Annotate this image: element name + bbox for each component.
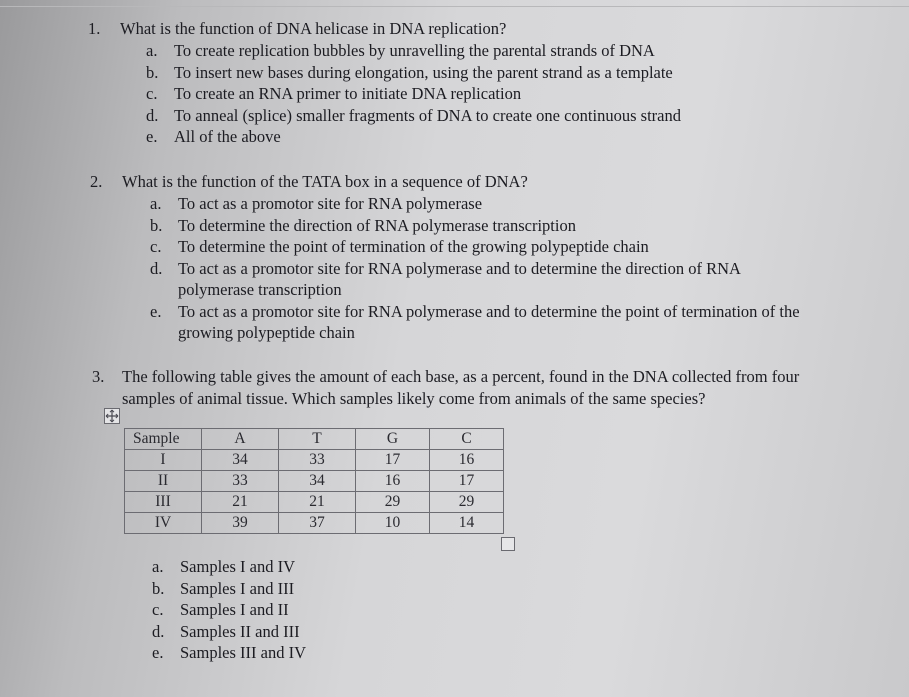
table-row — [125, 471, 504, 492]
option-b[interactable]: b. Samples I and III — [152, 578, 295, 598]
sample-cell: II — [125, 471, 202, 492]
option-b[interactable]: b. To insert new bases during elongation, using the parent strand as a template — [146, 62, 673, 82]
option-c[interactable]: c. To create an RNA primer to initiate DNA replication — [146, 84, 522, 103]
cell-t: 37 — [279, 513, 356, 534]
cell-c: 29 — [430, 492, 504, 513]
question-number: 2. — [90, 172, 103, 191]
answer-options — [152, 556, 306, 664]
table-resize-handle[interactable] — [501, 537, 515, 551]
sample-cell: IV — [125, 513, 202, 534]
cell-g: 16 — [356, 471, 430, 492]
header-a: A — [202, 429, 279, 450]
table-row — [125, 492, 504, 513]
option-e[interactable]: e. All of the above — [146, 127, 281, 146]
table-header-row — [125, 429, 504, 450]
cell-c: 14 — [430, 513, 504, 534]
header-t: T — [279, 429, 356, 450]
option-b[interactable]: b. To determine the direction of RNA polymerase transcription — [150, 215, 576, 235]
cell-g: 17 — [356, 450, 430, 471]
header-g: G — [356, 429, 430, 450]
table-row — [125, 513, 504, 534]
cell-t: 33 — [279, 450, 356, 471]
option-d[interactable]: d. Samples II and III — [152, 621, 300, 641]
question-3-answers — [92, 556, 492, 666]
question-number: 3. — [92, 367, 105, 386]
option-e[interactable]: e. Samples III and IV — [152, 643, 307, 662]
option-a[interactable]: a. Samples I and IV — [152, 557, 296, 576]
page-top-edge — [0, 0, 909, 7]
cell-c: 16 — [430, 450, 504, 471]
question-3 — [92, 366, 892, 416]
cell-a: 34 — [202, 450, 279, 471]
base-percent-table — [124, 428, 504, 534]
question-text: What is the function of the TATA box in a sequence of DNA? — [122, 172, 528, 191]
header-c: C — [430, 429, 504, 450]
cell-t: 34 — [279, 471, 356, 492]
option-d[interactable]: d. To act as a promotor site for RNA polymerase and to determine the direction of RNA polymerase transcription — [150, 258, 741, 299]
cell-g: 29 — [356, 492, 430, 513]
cell-t: 21 — [279, 492, 356, 513]
question-text: The following table gives the amount of each base, as a percent, found in the DNA collected from four samples of animal tissue. Which samples likely come from animals of the same species? — [122, 367, 800, 408]
answer-options — [150, 193, 800, 344]
option-a[interactable]: a. To act as a promotor site for RNA polymerase — [150, 194, 483, 213]
cell-a: 39 — [202, 513, 279, 534]
cell-c: 17 — [430, 471, 504, 492]
option-c[interactable]: c. To determine the point of termination of the growing polypeptide chain — [150, 237, 649, 256]
option-c[interactable]: c. Samples I and II — [152, 600, 289, 619]
option-d[interactable]: d. To anneal (splice) smaller fragments of DNA to create one continuous strand — [146, 105, 681, 125]
cell-g: 10 — [356, 513, 430, 534]
answer-options — [146, 40, 681, 148]
cell-a: 21 — [202, 492, 279, 513]
question-number: 1. — [88, 19, 101, 38]
option-e[interactable]: e. To act as a promotor site for RNA polymerase and to determine the point of termination of the growing polypeptide chain — [150, 301, 800, 342]
option-a[interactable]: a. To create replication bubbles by unravelling the parental strands of DNA — [146, 41, 655, 60]
sample-cell: III — [125, 492, 202, 513]
table-row — [125, 450, 504, 471]
question-text: What is the function of DNA helicase in DNA replication? — [120, 19, 507, 38]
question-2 — [90, 171, 890, 346]
cell-a: 33 — [202, 471, 279, 492]
sample-cell: I — [125, 450, 202, 471]
header-sample: Sample — [125, 429, 202, 450]
table-move-icon[interactable] — [104, 408, 120, 424]
question-1 — [88, 18, 868, 148]
